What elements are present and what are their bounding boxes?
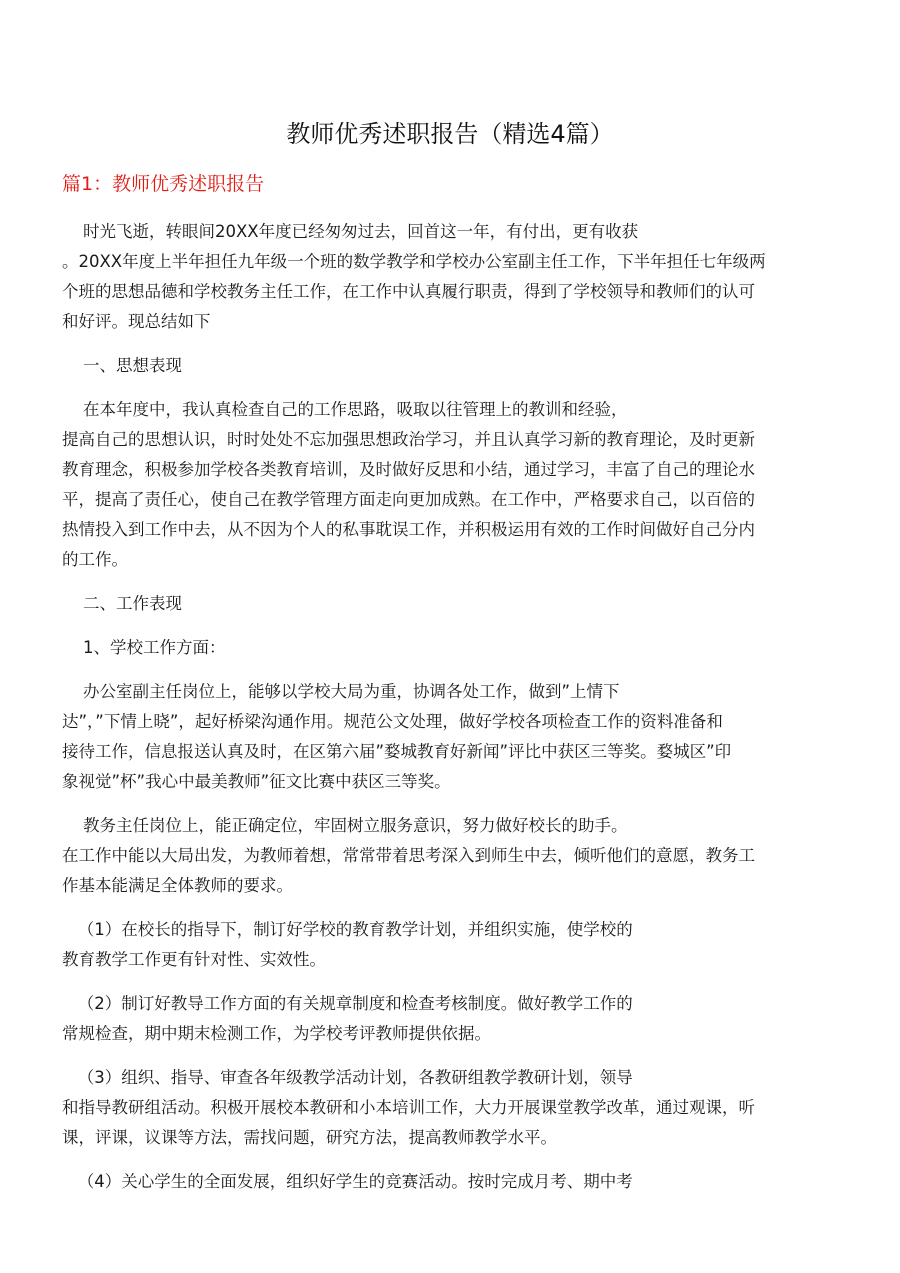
text-line: 教育教学工作更有针对性、实效性。	[62, 950, 326, 969]
text-line: 办公室副主任岗位上，能够以学校大局为重，协调各处工作，做到”上情下	[62, 682, 620, 701]
paragraph	[62, 1167, 842, 1197]
text-line: 提高自己的思想认识，时时处处不忘加强思想政治学习，并且认真学习新的教育理论，及时更新	[62, 430, 755, 449]
text-line: 。20XX年度上半年担任九年级一个班的数学教学和学校办公室副主任工作，下半年担任七年级两	[62, 252, 766, 271]
paragraph	[62, 811, 842, 901]
paragraph-gap	[62, 381, 842, 395]
text-line: 课，评课，议课等方法，需找问题，研究方法，提高教师教学水平。	[62, 1128, 557, 1147]
paragraph-gap	[62, 575, 842, 589]
text-line: （2）制订好教导工作方面的有关规章制度和检查考核制度。做好教学工作的	[62, 994, 633, 1013]
paragraph	[62, 633, 842, 663]
paragraph	[62, 989, 842, 1049]
text-line: 时光飞逝，转眼间20XX年度已经匆匆过去，回首这一年，有付出，更有收获	[62, 222, 639, 241]
text-line: 1、学校工作方面：	[62, 638, 226, 657]
page-title: 教师优秀述职报告（精选4篇）	[286, 120, 614, 148]
text-line: 二、工作表现	[62, 594, 182, 613]
section-heading: 篇1：教师优秀述职报告	[62, 173, 265, 195]
text-line: 在本年度中，我认真检查自己的工作思路，吸取以往管理上的教训和经验，	[62, 400, 628, 419]
text-line: （1）在校长的指导下，制订好学校的教育教学计划，并组织实施，使学校的	[62, 920, 633, 939]
paragraph-gap	[62, 619, 842, 633]
document-body	[62, 217, 842, 1197]
paragraph-gap	[62, 901, 842, 915]
text-line: 热情投入到工作中去，从不因为个人的私事耽误工作，并积极运用有效的工作时间做好自己分内	[62, 520, 755, 539]
text-line: 个班的思想品德和学校教务主任工作，在工作中认真履行职责，得到了学校领导和教师们的认可	[62, 282, 755, 301]
text-line: 和指导教研组活动。积极开展校本教研和小本培训工作，大力开展课堂教学改革，通过观课，听	[62, 1098, 755, 1117]
paragraph	[62, 589, 842, 619]
text-line: 的工作。	[62, 550, 128, 569]
paragraph-gap	[62, 975, 842, 989]
paragraph-gap	[62, 337, 842, 351]
text-line: （4）关心学生的全面发展，组织好学生的竞赛活动。按时完成月考、期中考	[62, 1172, 633, 1191]
paragraph-gap	[62, 1153, 842, 1167]
paragraph	[62, 677, 842, 797]
paragraph	[62, 351, 842, 381]
paragraph-gap	[62, 663, 842, 677]
text-line: 达”，”下情上晓”，起好桥梁沟通作用。规范公文处理，做好学校各项检查工作的资料准备和	[62, 712, 723, 731]
text-line: 常规检查，期中期末检测工作，为学校考评教师提供依据。	[62, 1024, 491, 1043]
text-line: 在工作中能以大局出发，为教师着想，常常带着思考深入到师生中去，倾听他们的意愿，教务工	[62, 846, 755, 865]
text-line: 教育理念，积极参加学校各类教育培训，及时做好反思和小结，通过学习，丰富了自己的理论水	[62, 460, 755, 479]
text-line: 接待工作，信息报送认真及时，在区第六届”婺城教育好新闻”评比中获区三等奖。婺城区”印	[62, 742, 732, 761]
paragraph	[62, 1063, 842, 1153]
paragraph	[62, 217, 842, 337]
text-line: （3）组织、指导、审查各年级教学活动计划，各教研组教学教研计划，领导	[62, 1068, 633, 1087]
text-line: 和好评。现总结如下	[62, 312, 211, 331]
paragraph	[62, 915, 842, 975]
text-line: 象视觉”杯”我心中最美教师”征文比赛中获区三等奖。	[62, 772, 451, 791]
text-line: 作基本能满足全体教师的要求。	[62, 876, 293, 895]
paragraph-gap	[62, 797, 842, 811]
text-line: 教务主任岗位上，能正确定位，牢固树立服务意识，努力做好校长的助手。	[62, 816, 628, 835]
paragraph-gap	[62, 1049, 842, 1063]
text-line: 平，提高了责任心，使自己在教学管理方面走向更加成熟。在工作中，严格要求自己，以百倍的	[62, 490, 755, 509]
text-line: 一、思想表现	[62, 356, 182, 375]
paragraph	[62, 395, 842, 575]
